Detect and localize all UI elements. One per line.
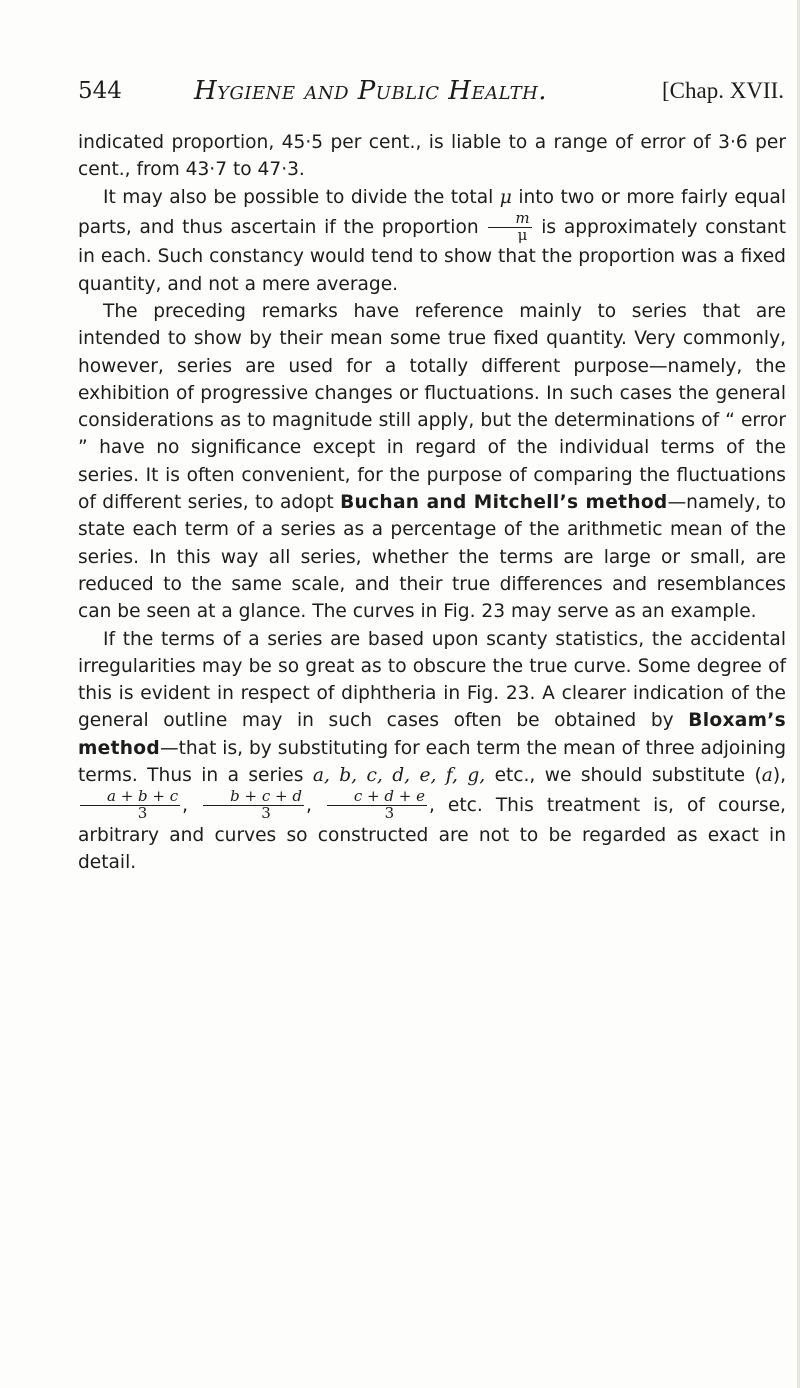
paragraph-1-text: indicated proportion, 45·5 per cent., is liable to a range of error of 3·6 per cent., from 43·7 to 47·3.: [78, 132, 786, 181]
page-header: [78, 76, 784, 112]
paragraph-2-text-c: is approximately constant in each. Such constancy would tend to show that the proportion was a fixed quantity, and not a mere average.: [78, 216, 786, 295]
fraction-separator-1: ,: [182, 795, 189, 817]
paragraph-2-text-a: It may also be possible to divide the total: [103, 186, 500, 208]
variable-a: a: [761, 765, 773, 787]
ratio-numerator: m: [488, 211, 531, 228]
series-letters: a, b, c, d, e, f, g,: [312, 765, 486, 787]
ratio-fraction: [488, 208, 531, 244]
mean-fraction-1: [80, 789, 180, 822]
fraction-3-numerator: c + d + e: [327, 789, 427, 806]
body-text: [78, 129, 786, 876]
ratio-denominator: μ: [517, 225, 528, 244]
fraction-2-numerator: b + c + d: [203, 789, 304, 806]
bloxam-method-term: Bloxam’s method: [78, 710, 786, 759]
paragraph-4-text-e: etc. This treatment is, of course, arbitrary and curves so constructed are not to be regarded as exact in detail.: [78, 795, 786, 874]
fraction-1-denominator: 3: [137, 804, 148, 823]
fraction-3-denominator: 3: [384, 804, 395, 823]
mu-symbol: μ: [499, 186, 512, 208]
mean-fraction-2: [203, 789, 304, 822]
paragraph-4-text-a: If the terms of a series are based upon scanty statistics, the accidental irregularities may be so great as to obscure the true curve. Some degree of this is evident in respect of diphtheria in Fig. 23. A clearer indication of the general outline may in such cases often be obtained by: [78, 628, 786, 732]
chapter-label: [Chap. XVII.: [662, 78, 784, 103]
fraction-separator-3: ,: [428, 795, 435, 817]
fraction-1-numerator: a + b + c: [80, 789, 180, 806]
mean-fraction-3: [327, 789, 427, 822]
paragraph-3-text-b: —namely, to state each term of a series as a percentage of the arithmetic mean of the series. In this way all series, whether the terms are large or small, are reduced to the same scale, and their true differences and resemblances can be seen at a glance. The curves in Fig. 23 may serve as an example.: [78, 492, 787, 623]
fraction-2-denominator: 3: [261, 804, 271, 823]
paragraph-4-text-d: ),: [772, 765, 786, 787]
fraction-separator-2: ,: [305, 795, 312, 817]
paragraph-1: [78, 129, 786, 184]
paragraph-3-text-a: The preceding remarks have reference mainly to series that are intended to show by their mean some true fixed quantity. Very commonly, however, series are used for a totally different purpose—namely, the exhibition of progressive changes or fluctuations. In such cases the general considerations as to magnitude still apply, but the determinations of “ error ” have no significance except in regard of the individual terms of the series. It is often convenient, for the purpose of comparing the fluctuations of different series, to adopt: [78, 300, 786, 514]
running-title: Hygiene and Public Health.: [194, 76, 548, 106]
paragraph-2-text-b: into two or more fairly equal parts, and thus ascertain if the proportion: [78, 186, 786, 238]
page-number: 544: [78, 78, 122, 104]
buchan-mitchell-method-term: Buchan and Mitchell’s method: [340, 492, 668, 514]
paragraph-4: [78, 626, 786, 877]
paragraph-2: [78, 184, 786, 298]
paragraph-3: [78, 298, 786, 626]
paragraph-4-text-c: etc., we should substitute (: [485, 765, 762, 787]
paragraph-4-text-b: —that is, by substituting for each term the mean of three adjoining terms. Thus in a series: [78, 737, 786, 787]
